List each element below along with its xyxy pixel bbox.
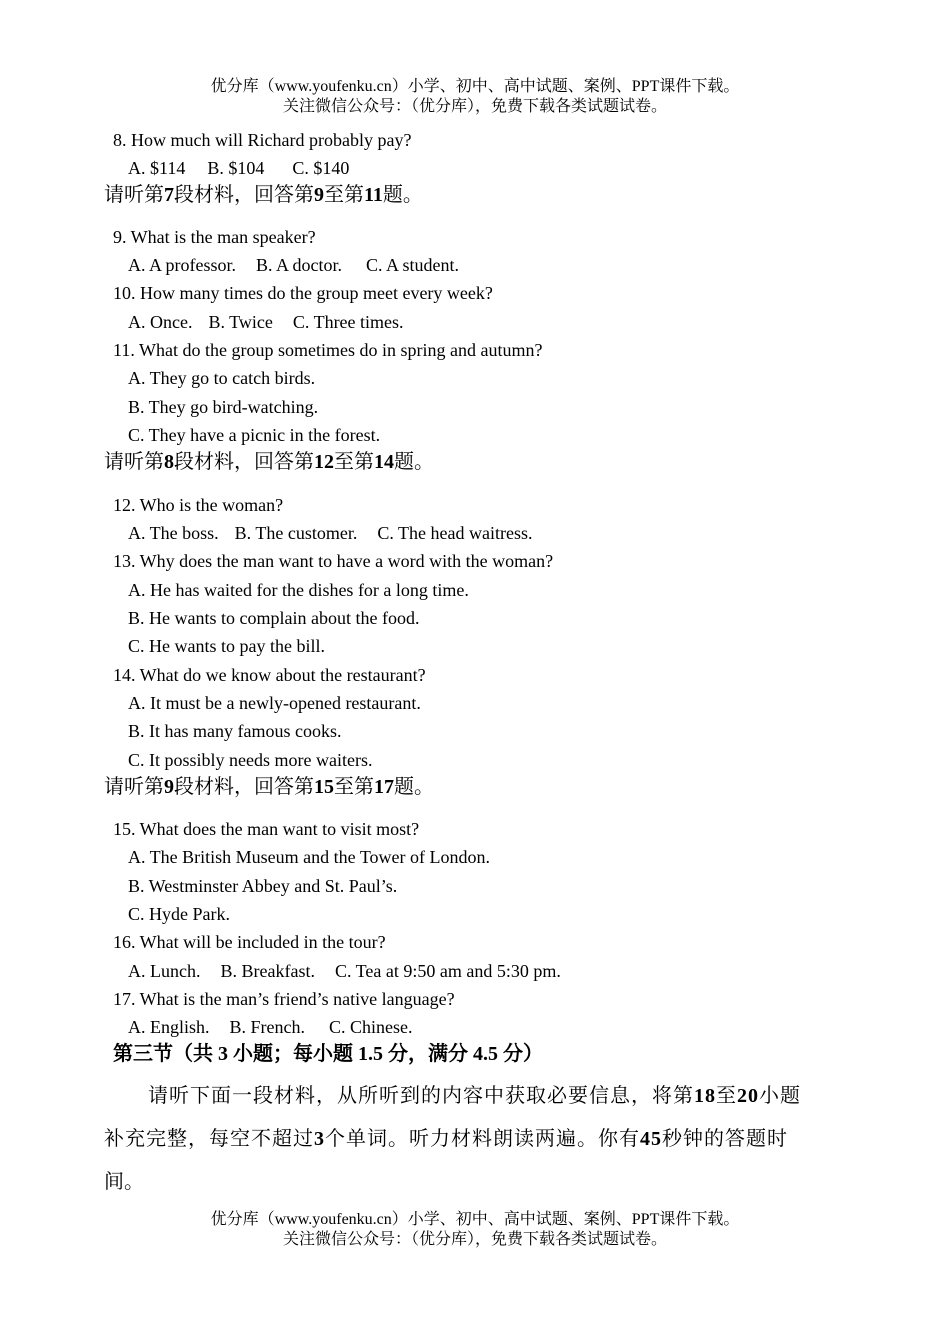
- question-15: 15. What does the man want to visit most?: [113, 819, 420, 839]
- option-b: B. French.: [229, 1017, 306, 1037]
- option-a: A. Once.: [128, 312, 193, 332]
- option-b: B. Twice: [208, 312, 273, 332]
- part-3-paragraph-line-2: [104, 1125, 788, 1153]
- paragraph-text: 小题: [759, 1085, 801, 1107]
- passage-number: 9: [164, 776, 174, 798]
- option-a: A. Lunch.: [128, 961, 201, 981]
- question-15-option-a: A. The British Museum and the Tower of London.: [128, 847, 491, 867]
- question-9-options: [128, 253, 459, 277]
- question-16-options: [128, 959, 561, 983]
- question-from: 9: [314, 184, 324, 206]
- option-c: C. Three times.: [292, 312, 404, 332]
- question-10-options: [128, 310, 404, 334]
- paragraph-text: 补充完整，每空不超过: [104, 1128, 314, 1150]
- part-3-title: 第三节（共 3 小题；每小题 1.5 分，满分 4.5 分）: [113, 1043, 543, 1065]
- question-13-option-c: C. He wants to pay the bill.: [128, 636, 325, 656]
- question-17-options: [128, 1015, 413, 1039]
- option-a: A. English.: [128, 1017, 210, 1037]
- question-11-option-a: A. They go to catch birds.: [128, 368, 316, 388]
- question-11-option-c: C. They have a picnic in the forest.: [128, 425, 381, 445]
- section-8-instruction: [104, 450, 434, 474]
- part-3-paragraph-line-1: [148, 1082, 801, 1110]
- option-c: C. The head waitress.: [377, 523, 533, 543]
- option-c: C. Chinese.: [329, 1017, 413, 1037]
- question-to: 11: [364, 184, 383, 206]
- question-14-option-c: C. It possibly needs more waiters.: [128, 750, 373, 770]
- instruction-text: 段材料，回答第: [174, 776, 314, 798]
- instruction-text: 题。: [394, 776, 434, 798]
- question-12-options: [128, 521, 532, 545]
- question-15-option-c: C. Hyde Park.: [128, 904, 230, 924]
- question-8: 8. How much will Richard probably pay?: [113, 130, 412, 150]
- option-b: B. The customer.: [234, 523, 358, 543]
- option-a: A. A professor.: [128, 255, 236, 275]
- instruction-text: 至第: [334, 776, 374, 798]
- instruction-text: 请听第: [104, 184, 164, 206]
- passage-number: 7: [164, 184, 174, 206]
- question-14: 14. What do we know about the restaurant?: [113, 665, 426, 685]
- question-13-option-a: A. He has waited for the dishes for a long time.: [128, 580, 469, 600]
- question-to: 17: [374, 776, 394, 798]
- option-b: B. Breakfast.: [220, 961, 315, 981]
- option-c: C. A student.: [366, 255, 460, 275]
- question-9: 9. What is the man speaker?: [113, 227, 316, 247]
- section-7-instruction: [104, 183, 423, 207]
- instruction-text: 请听第: [104, 776, 164, 798]
- question-13: 13. Why does the man want to have a word with the woman?: [113, 551, 554, 571]
- instruction-text: 段材料，回答第: [174, 184, 314, 206]
- paragraph-text: 个单词。听力材料朗读两遍。你有: [325, 1128, 640, 1150]
- instruction-text: 题。: [382, 184, 423, 206]
- instruction-text: 至第: [324, 184, 364, 206]
- question-17: 17. What is the man’s friend’s native language?: [113, 989, 455, 1009]
- question-from: 18: [694, 1085, 716, 1107]
- question-8-options: [128, 156, 349, 180]
- question-13-option-b: B. He wants to complain about the food.: [128, 608, 420, 628]
- seconds-limit: 45: [640, 1128, 662, 1150]
- page-header-line-2: 关注微信公众号：（优分库），免费下载各类试题试卷。: [282, 98, 667, 115]
- option-b: B. $104: [207, 158, 265, 178]
- question-15-option-b: B. Westminster Abbey and St. Paul’s.: [128, 876, 398, 896]
- page-footer-line-2: 关注微信公众号：（优分库），免费下载各类试题试卷。: [282, 1231, 667, 1248]
- section-9-instruction: [104, 775, 434, 799]
- paragraph-text: 至: [716, 1085, 737, 1107]
- question-14-option-a: A. It must be a newly-opened restaurant.: [128, 693, 421, 713]
- instruction-text: 请听第: [104, 451, 164, 473]
- instruction-text: 题。: [394, 451, 434, 473]
- paragraph-text: 秒钟的答题时: [662, 1128, 788, 1150]
- question-12: 12. Who is the woman?: [113, 495, 284, 515]
- question-10: 10. How many times do the group meet every week?: [113, 283, 493, 303]
- option-c: C. $140: [292, 158, 350, 178]
- question-16: 16. What will be included in the tour?: [113, 932, 386, 952]
- question-to: 14: [374, 451, 394, 473]
- question-from: 12: [314, 451, 334, 473]
- option-a: A. $114: [128, 158, 186, 178]
- instruction-text: 至第: [334, 451, 374, 473]
- question-14-option-b: B. It has many famous cooks.: [128, 721, 342, 741]
- page-footer-line-1: 优分库（www.youfenku.cn）小学、初中、高中试题、案例、PPT课件下载。: [210, 1211, 740, 1228]
- instruction-text: 段材料，回答第: [174, 451, 314, 473]
- question-to: 20: [737, 1085, 759, 1107]
- part-3-paragraph-line-3: 间。: [104, 1171, 144, 1193]
- word-limit: 3: [314, 1128, 325, 1150]
- page-header-line-1: 优分库（www.youfenku.cn）小学、初中、高中试题、案例、PPT课件下载。: [210, 78, 740, 95]
- passage-number: 8: [164, 451, 174, 473]
- question-from: 15: [314, 776, 334, 798]
- question-11-option-b: B. They go bird-watching.: [128, 397, 319, 417]
- option-c: C. Tea at 9:50 am and 5:30 pm.: [334, 961, 561, 981]
- question-11: 11. What do the group sometimes do in spring and autumn?: [113, 340, 543, 360]
- option-a: A. The boss.: [128, 523, 219, 543]
- paragraph-text: 请听下面一段材料，从所听到的内容中获取必要信息，将第: [148, 1085, 694, 1107]
- option-b: B. A doctor.: [256, 255, 343, 275]
